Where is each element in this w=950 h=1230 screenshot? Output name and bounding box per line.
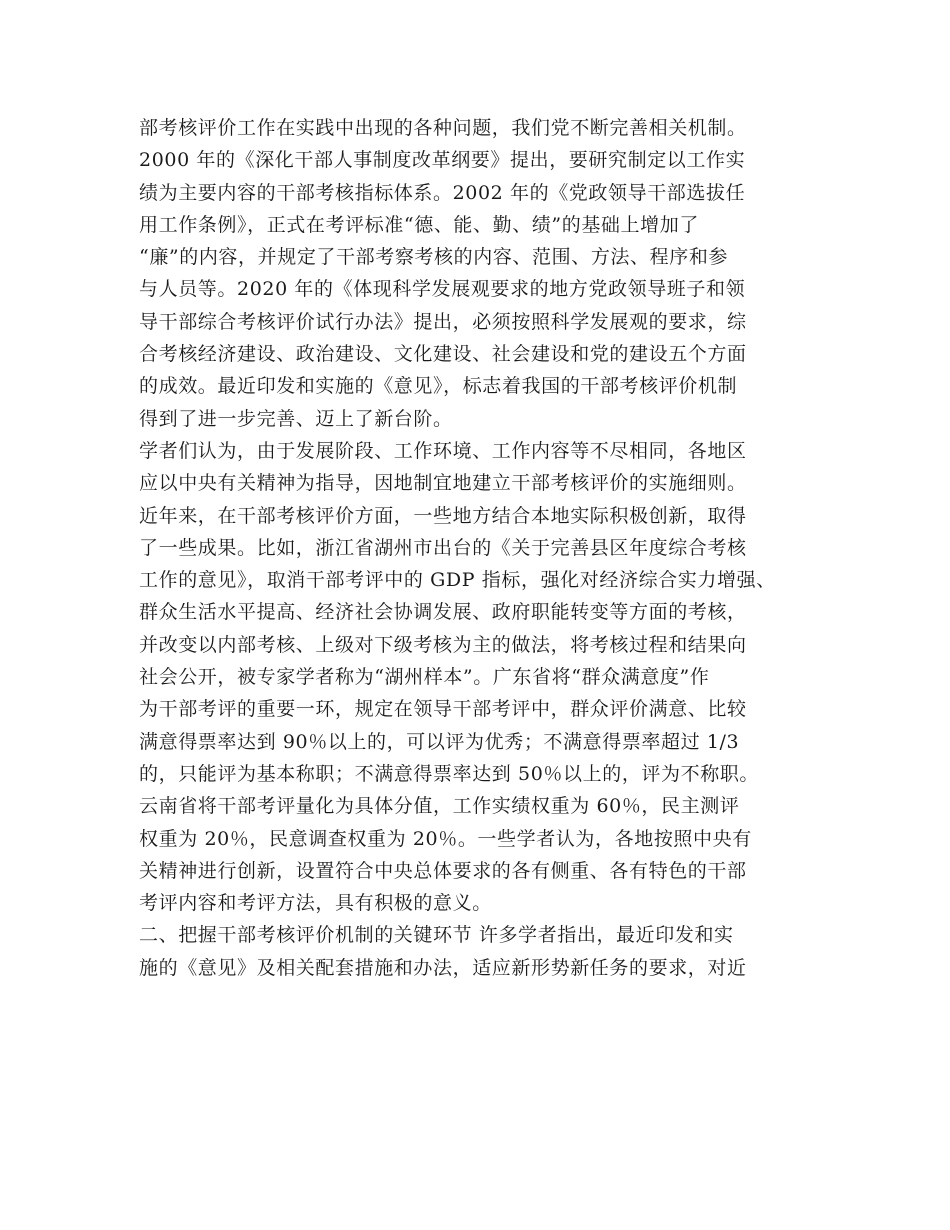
text-line: 考评内容和考评方法，具有积极的意义。 (139, 892, 492, 915)
section-heading-line: 二、把握干部考核评价机制的关键环节 许多学者指出，最近印发和实 (139, 924, 734, 947)
text-line: 绩为主要内容的干部考核指标体系。2002 年的《党政领导干部选拔任 (139, 181, 746, 204)
text-line: 导干部综合考核评价试行办法》提出，必须按照科学发展观的要求，综 (139, 310, 747, 333)
text-line: 社会公开，被专家学者称为“湖州样本”。广东省将“群众满意度”作 (139, 666, 710, 689)
text-line: 为干部考评的重要一环，规定在领导干部考评中，群众评价满意、比较 (139, 698, 747, 721)
text-line: 2000 年的《深化干部人事制度改革纲要》提出，要研究制定以工作实 (139, 149, 746, 172)
text-line: 与人员等。2020 年的《体现科学发展观要求的地方党政领导班子和领 (139, 278, 746, 301)
text-line: 了一些成果。比如，浙江省湖州市出台的《关于完善县区年度综合考核 (139, 536, 747, 559)
text-line: “廉”的内容，并规定了干部考察考核的内容、范围、方法、程序和参 (139, 246, 729, 269)
text-line: 部考核评价工作在实践中出现的各种问题，我们党不断完善相关机制。 (139, 117, 747, 139)
body-text (139, 112, 829, 984)
text-line: 的，只能评为基本称职；不满意得票率达到 50％以上的，评为不称职。 (139, 762, 760, 785)
text-line: 近年来，在干部考核评价方面，一些地方结合本地实际积极创新，取得 (139, 504, 747, 527)
text-line: 得到了进一步完善、迈上了新台阶。 (139, 407, 453, 430)
text-line: 学者们认为，由于发展阶段、工作环境、工作内容等不尽相同，各地区 (139, 439, 747, 462)
text-line: 满意得票率达到 90％以上的，可以评为优秀；不满意得票率超过 1/3 (139, 730, 740, 753)
text-line: 应以中央有关精神为指导，因地制宜地建立干部考核评价的实施细则。 (139, 472, 747, 495)
text-line: 权重为 20％，民意调查权重为 20％。一些学者认为，各地按照中央有 (139, 827, 752, 850)
text-line: 关精神进行创新，设置符合中央总体要求的各有侧重、各有特色的干部 (139, 859, 747, 882)
text-line: 群众生活水平提高、经济社会协调发展、政府职能转变等方面的考核， (139, 601, 747, 624)
text-line: 云南省将干部考评量化为具体分值，工作实绩权重为 60％，民主测评 (139, 795, 740, 818)
text-line: 合考核经济建设、政治建设、文化建设、社会建设和党的建设五个方面 (139, 343, 747, 366)
text-line: 工作的意见》，取消干部考评中的 GDP 指标，强化对经济综合实力增强、 (139, 569, 776, 592)
text-line: 并改变以内部考核、上级对下级考核为主的做法，将考核过程和结果向 (139, 633, 747, 656)
text-line: 施的《意见》及相关配套措施和办法，适应新形势新任务的要求，对近 (139, 956, 747, 979)
text-line: 的成效。最近印发和实施的《意见》，标志着我国的干部考核评价机制 (139, 375, 738, 398)
text-line: 用工作条例》，正式在考评标准“德、能、勤、绩”的基础上增加了 (139, 213, 699, 236)
